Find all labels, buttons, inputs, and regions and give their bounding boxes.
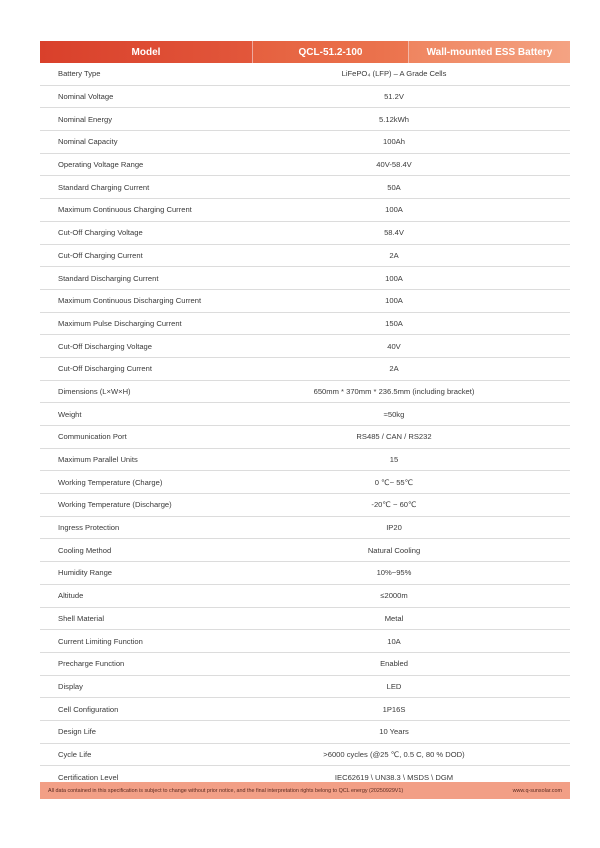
- table-row: [40, 449, 570, 472]
- spec-value: LED: [386, 681, 402, 691]
- spec-label: Cut-Off Charging Current: [58, 250, 143, 260]
- table-row: [40, 426, 570, 449]
- spec-label: Certification Level: [58, 772, 119, 782]
- table-row: [40, 562, 570, 585]
- table-row: [40, 608, 570, 631]
- table-row: [40, 335, 570, 358]
- table-row: [40, 176, 570, 199]
- table-row: [40, 154, 570, 177]
- table-row: [40, 245, 570, 268]
- table-row: [40, 698, 570, 721]
- table-row: [40, 313, 570, 336]
- spec-value: 51.2V: [384, 92, 404, 102]
- table-row: [40, 585, 570, 608]
- spec-value: IP20: [386, 523, 402, 533]
- spec-label: Cut-Off Discharging Voltage: [58, 341, 152, 351]
- footer-bar: [40, 782, 570, 799]
- spec-value: 100A: [385, 296, 403, 306]
- spec-value: 100A: [385, 205, 403, 215]
- spec-value: ≈50kg: [383, 409, 405, 419]
- spec-value: 100Ah: [383, 137, 405, 147]
- spec-value: LiFePO₄ (LFP) – A Grade Cells: [341, 69, 447, 79]
- spec-label: Cooling Method: [58, 545, 112, 555]
- spec-label: Humidity Range: [58, 568, 113, 578]
- spec-value: Enabled: [380, 659, 408, 669]
- table-row: [40, 108, 570, 131]
- spec-value: 40V: [387, 341, 401, 351]
- spec-label: Ingress Protection: [58, 523, 120, 533]
- footer-disclaimer: All data contained in this specification is subject to change without prior notice, and the final interpretation rights belong to QCL energy (20250929V1): [48, 787, 404, 794]
- spec-value: -20℃ ~ 60℃: [371, 500, 417, 510]
- spec-value: 40V-58.4V: [376, 160, 412, 170]
- header-model-code: QCL-51.2-100: [253, 41, 409, 63]
- table-row: [40, 403, 570, 426]
- spec-label: Cut-Off Charging Voltage: [58, 228, 143, 238]
- spec-value: 10 Years: [379, 727, 409, 737]
- spec-label: Working Temperature (Discharge): [58, 500, 172, 510]
- table-row: [40, 131, 570, 154]
- spec-label: Dimensions (L×W×H): [58, 386, 131, 396]
- table-body: [40, 63, 570, 789]
- header-product-type: Wall-mounted ESS Battery: [409, 41, 570, 63]
- table-row: [40, 494, 570, 517]
- spec-value: Metal: [384, 613, 404, 623]
- table-row: [40, 86, 570, 109]
- table-row: [40, 290, 570, 313]
- spec-label: Nominal Voltage: [58, 92, 114, 102]
- table-row: [40, 744, 570, 767]
- spec-value: 650mm * 370mm * 236.5mm (including bracket): [313, 386, 475, 396]
- spec-value: 1P16S: [382, 704, 406, 714]
- spec-value: 10A: [387, 636, 401, 646]
- spec-value: Natural Cooling: [367, 545, 421, 555]
- spec-label: Nominal Capacity: [58, 137, 118, 147]
- spec-value: 5.12kWh: [379, 114, 409, 124]
- table-row: [40, 358, 570, 381]
- spec-value: IEC62619 \ UN38.3 \ MSDS \ DGM: [334, 772, 454, 782]
- spec-value: 10%~95%: [376, 568, 412, 578]
- spec-value: 50A: [387, 182, 401, 192]
- table-row: [40, 721, 570, 744]
- spec-value: 58.4V: [384, 228, 404, 238]
- spec-label: Altitude: [58, 591, 84, 601]
- table-row: [40, 267, 570, 290]
- table-row: [40, 630, 570, 653]
- spec-label: Precharge Function: [58, 659, 125, 669]
- spec-value: RS485 / CAN / RS232: [356, 432, 432, 442]
- spec-label: Maximum Pulse Discharging Current: [58, 318, 182, 328]
- spec-value: 0 ℃~ 55℃: [374, 477, 414, 487]
- spec-label: Working Temperature (Charge): [58, 477, 163, 487]
- spec-label: Battery Type: [58, 69, 101, 79]
- spec-label: Weight: [58, 409, 82, 419]
- spec-label: Communication Port: [58, 432, 127, 442]
- table-row: [40, 63, 570, 86]
- spec-label: Cut-Off Discharging Current: [58, 364, 152, 374]
- spec-value: 15: [389, 455, 399, 465]
- spec-label: Display: [58, 681, 83, 691]
- footer-website: www.q-sunsolar.com: [512, 787, 562, 794]
- spec-label: Maximum Continuous Charging Current: [58, 205, 192, 215]
- table-row: [40, 653, 570, 676]
- spec-value: >6000 cycles (@25 ℃, 0.5 C, 80 % DOD): [323, 749, 465, 759]
- spec-label: Maximum Continuous Discharging Current: [58, 296, 202, 306]
- spec-value: 150A: [385, 318, 403, 328]
- table-row: [40, 381, 570, 404]
- table-row: [40, 517, 570, 540]
- spec-label: Standard Discharging Current: [58, 273, 159, 283]
- spec-label: Cycle Life: [58, 749, 92, 759]
- spec-label: Current Limiting Function: [58, 636, 143, 646]
- table-row: [40, 199, 570, 222]
- spec-value: 100A: [385, 273, 403, 283]
- table-row: [40, 676, 570, 699]
- table-row: [40, 539, 570, 562]
- spec-label: Shell Material: [58, 613, 105, 623]
- spec-label: Maximum Parallel Units: [58, 455, 138, 465]
- spec-value: 2A: [389, 364, 399, 374]
- spec-label: Cell Configuration: [58, 704, 119, 714]
- header-model-label: Model: [40, 41, 253, 63]
- spec-label: Nominal Energy: [58, 114, 113, 124]
- spec-value: ≤2000m: [380, 591, 408, 601]
- spec-value: 2A: [389, 250, 399, 260]
- table-header: [40, 41, 570, 63]
- spec-label: Design Life: [58, 727, 96, 737]
- table-row: [40, 222, 570, 245]
- table-row: [40, 471, 570, 494]
- spec-label: Standard Charging Current: [58, 182, 150, 192]
- spec-label: Operating Voltage Range: [58, 160, 144, 170]
- spec-table: [40, 41, 570, 789]
